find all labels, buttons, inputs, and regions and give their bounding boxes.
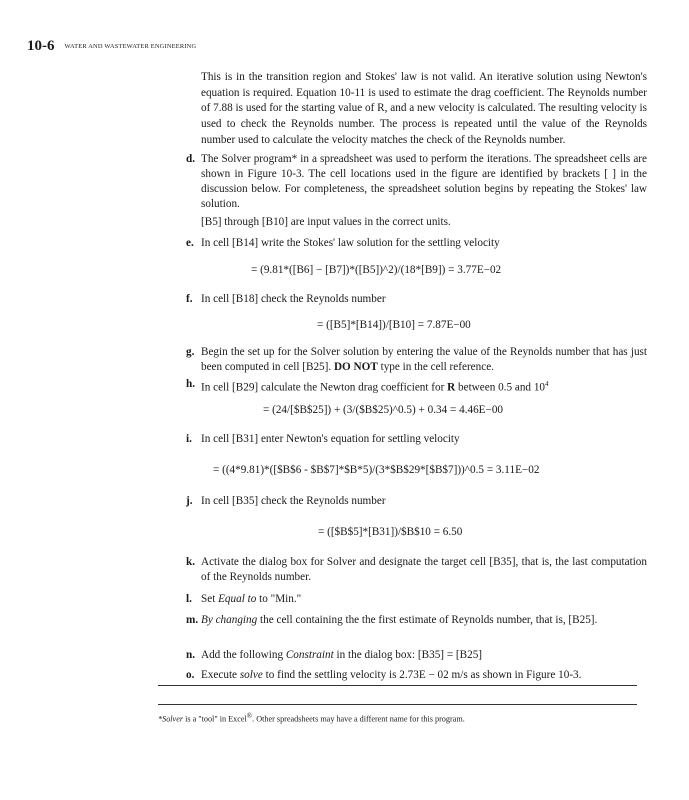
step-label: j.: [186, 495, 193, 507]
step-label: l.: [186, 593, 192, 605]
equation-f: = ([B5]*[B14])/[B10] = 7.87E−00: [317, 319, 471, 331]
step-text: In cell [B14] write the Stokes' law solution for the settling velocity: [201, 237, 500, 249]
step-label: f.: [186, 293, 193, 305]
step-text: In cell [B31] enter Newton's equation for settling velocity: [201, 433, 460, 445]
step-o: [186, 668, 647, 683]
footnote: *Solver is a "tool" in Excel®. Other spreadsheets may have a different name for this program.: [158, 712, 465, 724]
step-label: i.: [186, 433, 192, 445]
equation-j: = ([$B$5]*[B31])/$B$10 = 6.50: [318, 526, 463, 538]
step-label: h.: [186, 378, 196, 390]
emphasis: solve: [239, 669, 263, 681]
step-text: Begin the set up for the Solver solution by entering the value of the Reynolds number that has just been computed in cell [B25]. DO NOT type in the cell reference.: [201, 346, 647, 373]
step-label: d.: [186, 153, 196, 165]
emphasis: Constraint: [285, 649, 334, 661]
step-text: Add the following Constraint in the dialog box: [B35] = [B25]: [201, 649, 483, 661]
step-i: [186, 432, 647, 447]
emphasis: By changing: [201, 614, 258, 626]
running-title: WATER AND WASTEWATER ENGINEERING: [64, 43, 197, 50]
step-text: In cell [B29] calculate the Newton drag coefficient for R between 0.5 and $10^4$: [201, 380, 549, 394]
reynolds-symbol: R: [447, 381, 456, 394]
step-label: e.: [186, 237, 194, 249]
step-label: k.: [186, 556, 196, 568]
step-label: g.: [186, 346, 195, 358]
step-text: Activate the dialog box for Solver and designate the target cell [B35], that is, the last computation of the Reynolds number.: [201, 556, 647, 583]
footnote-divider: [158, 704, 637, 705]
page-header: [27, 37, 196, 55]
step-k: [186, 555, 647, 585]
emphasis: Equal to: [218, 593, 257, 605]
step-g: [186, 345, 647, 375]
emphasis: DO NOT: [333, 360, 378, 373]
step-text: Execute solve to find the settling velocity is 2.73E − 02 m/s as shown in Figure 10-3.: [201, 669, 582, 681]
step-m: [186, 613, 647, 628]
section-divider: [158, 685, 637, 686]
step-l: [186, 592, 647, 607]
step-text: By changing the cell containing the the first estimate of Reynolds number, that is, [B25].: [201, 614, 598, 626]
step-d: [186, 152, 647, 212]
page-number: 10-6: [27, 38, 55, 54]
step-e: [186, 236, 647, 251]
step-text: Set Equal to to "Min.": [201, 593, 302, 605]
equation-h: = (24/[$B$25]) + (3/($B$25)^0.5) + 0.34 = 4.46E−00: [263, 404, 504, 416]
step-text: The Solver program* in a spreadsheet was used to perform the iterations. The spreadsheet cells are shown in Figure 10-3. The cell locations used in the figure are identified by brackets [ ] in the discussion below. For completeness, the spreadsheet solution begins by repeating the Stokes' law solution.: [201, 153, 647, 210]
step-j: [186, 494, 647, 509]
step-label: n.: [186, 649, 196, 661]
step-text: In cell [B35] check the Reynolds number: [201, 495, 386, 507]
exponent: 4: [545, 380, 549, 388]
step-label: o.: [186, 669, 195, 681]
equation-i: = ((4*9.81)*([$B$6 - $B$7]*$B*5)/(3*$B$29*[$B$7]))^0.5 = 3.11E−02: [213, 464, 540, 476]
step-text: In cell [B18] check the Reynolds number: [201, 293, 386, 305]
step-label: m.: [186, 614, 199, 626]
step-d-note: [B5] through [B10] are input values in the correct units.: [201, 216, 451, 228]
step-f: [186, 292, 647, 307]
step-n: [186, 648, 647, 663]
equation-e: = (9.81*([B6] − [B7])*([B5])^2)/(18*[B9]) = 3.77E−02: [251, 264, 502, 276]
intro-paragraph: This is in the transition region and Stokes' law is not valid. An iterative solution using Newton's equation is required. Equation 10-11 is used to estimate the drag coefficient. The Reynolds number of 7.88 is used for the starting value of R, and a new velocity is calculated. The resulting velocity is used to check the Reynolds number. The process is repeated until the value of the Reynolds number used to calculate the velocity matches the check of the Reynolds number.: [201, 71, 647, 146]
step-h: [186, 377, 647, 396]
